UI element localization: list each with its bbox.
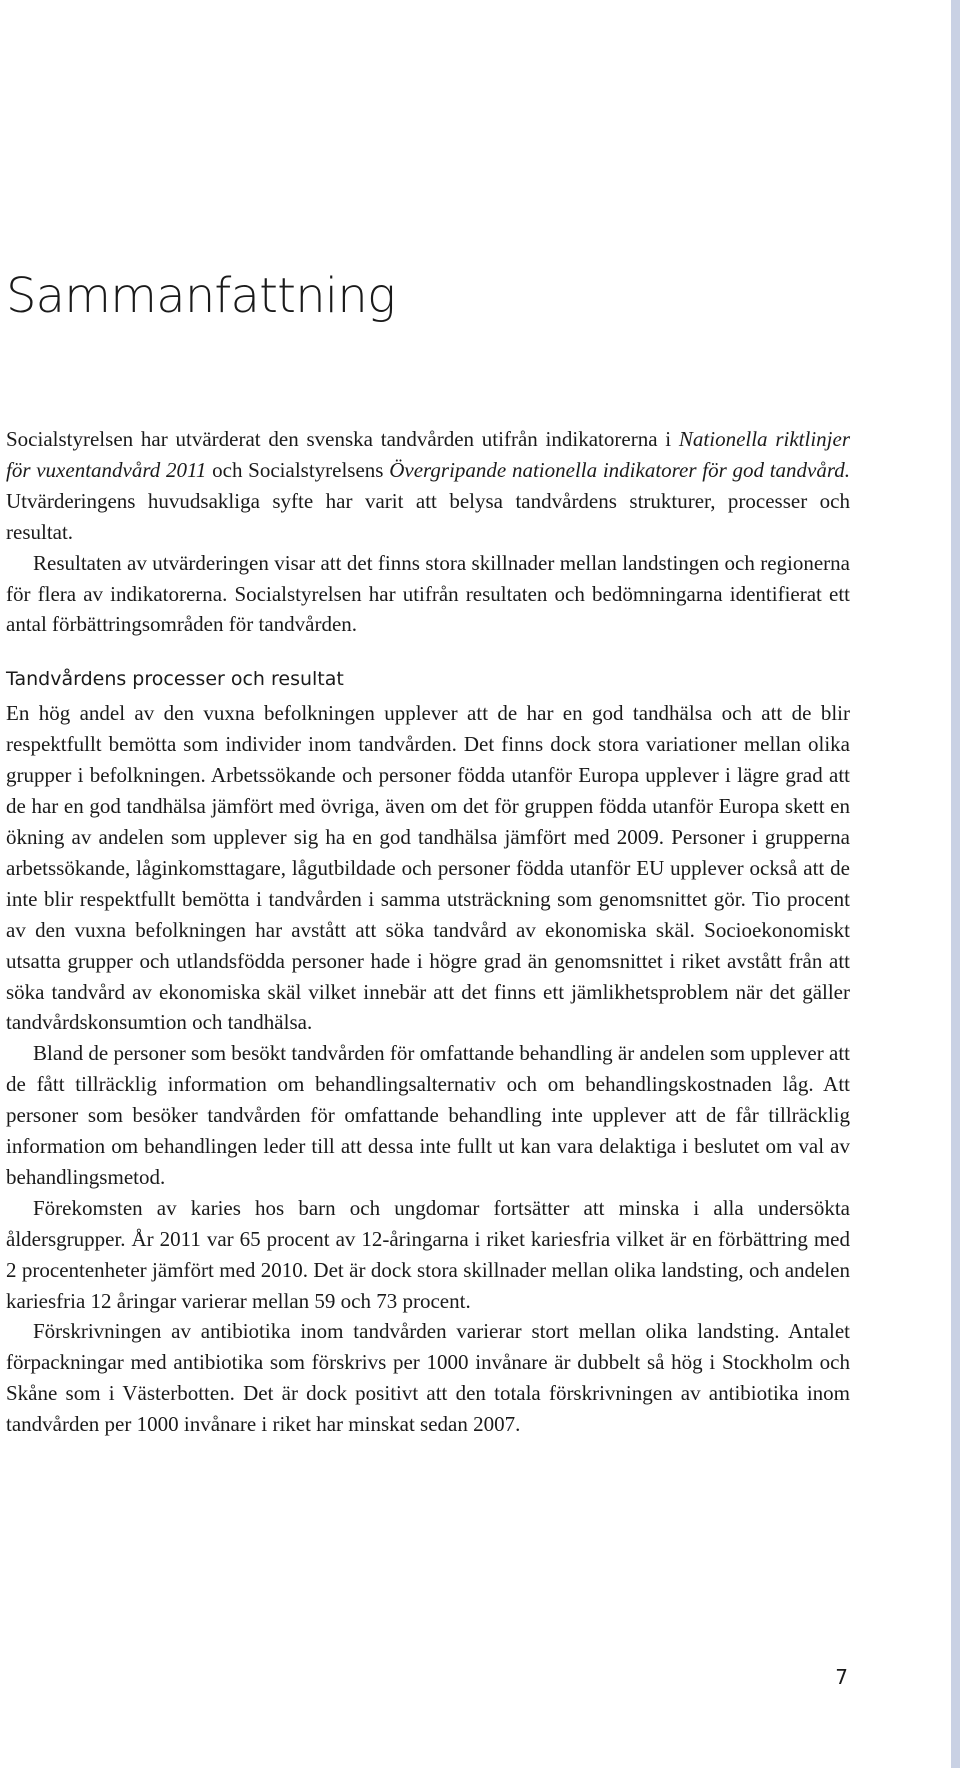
- section-paragraph: Bland de personer som besökt tandvården för omfattande behandling är andelen som upplever att de fått tillräcklig information om behandlingsalternativ och om behandlingskostnaden låg. Att personer som besöker tandvården för omfattande behandling inte upplever att de får tillräcklig information om behandlingen leder till att dessa inte fullt ut kan vara delaktiga i beslutet om val av behandlingsmetod.: [6, 1041, 850, 1189]
- page-content: [6, 424, 850, 1440]
- intro-paragraph: [6, 424, 850, 548]
- intro-text-1: Socialstyrelsen har utvärderat den svenska tandvården utifrån indikatorerna i: [6, 427, 679, 451]
- intro-italic-2: Övergripande nationella indikatorer för god tandvård.: [389, 457, 850, 482]
- intro-results-paragraph: Resultaten av utvärderingen visar att det finns stora skillnader mellan landstingen och regionerna för flera av indikatorerna. Socialstyrelsen har utifrån resultaten och bedömningarna identifierat ett antal förbättringsområden för tandvården.: [6, 550, 850, 637]
- section-paragraph: Förekomsten av karies hos barn och ungdomar fortsätter att minska i alla undersökta åldersgrupper. År 2011 var 65 procent av 12-åringarna i riket kariesfria vilket är en förbättring med 2 procentenheter jämfört med 2010. Det är dock stora skillnader mellan olika landsting, och andelen kariesfria 12 åringar varierar mellan 59 och 73 procent.: [6, 1195, 850, 1313]
- page-title: Sammanfattning: [6, 268, 395, 324]
- intro-text-3: Utvärderingens huvudsakliga syfte har varit att belysa tandvårdens strukturer, processer och resultat.: [6, 488, 850, 544]
- section-paragraph: Förskrivningen av antibiotika inom tandvården varierar stort mellan olika landsting. Antalet förpackningar med antibiotika som förskrivs per 1000 invånare är dubbelt så hög i Stockholm och Skåne som i Västerbotten. Det är dock positivt att den totala förskrivningen av antibiotika inom tandvården per 1000 invånare i riket har minskat sedan 2007.: [6, 1319, 850, 1437]
- intro-italic-1: Nationella riktlinjer för vuxentandvård 2011: [6, 427, 850, 482]
- intro-text-2: och Socialstyrelsens: [206, 457, 390, 482]
- page-number: 7: [835, 1665, 848, 1689]
- page-edge-bar: [951, 0, 960, 1768]
- section-heading: Tandvårdens processer och resultat: [6, 668, 344, 691]
- section-paragraph: En hög andel av den vuxna befolkningen upplever att de har en god tandhälsa och att de blir respektfullt bemötta som individer inom tandvården. Det finns dock stora variationer mellan olika grupper i befolkningen. Arbetssökande och personer födda utanför Europa upplever i lägre grad att de har en god tandhälsa jämfört med övriga, även om det för gruppen födda utanför Europa skett en ökning av andelen som upplever sig ha en god tandhälsa jämfört med 2009. Personer i grupperna arbetssökande, låginkomsttagare, lågutbildade och personer födda utanför EU upplever också att de inte blir respektfullt bemötta i tandvården i samma utsträckning som genomsnittet gör. Tio procent av den vuxna befolkningen har avstått att söka tandvård av ekonomiska skäl. Socioekonomiskt utsatta grupper och utlandsfödda personer hade i högre grad än genomsnittet i riket avstått från att söka tandvård av ekonomiska skäl vilket innebär att det finns ett jämlikhetsproblem när det gäller tandvårdskonsumtion och tandhälsa.: [6, 701, 850, 1035]
